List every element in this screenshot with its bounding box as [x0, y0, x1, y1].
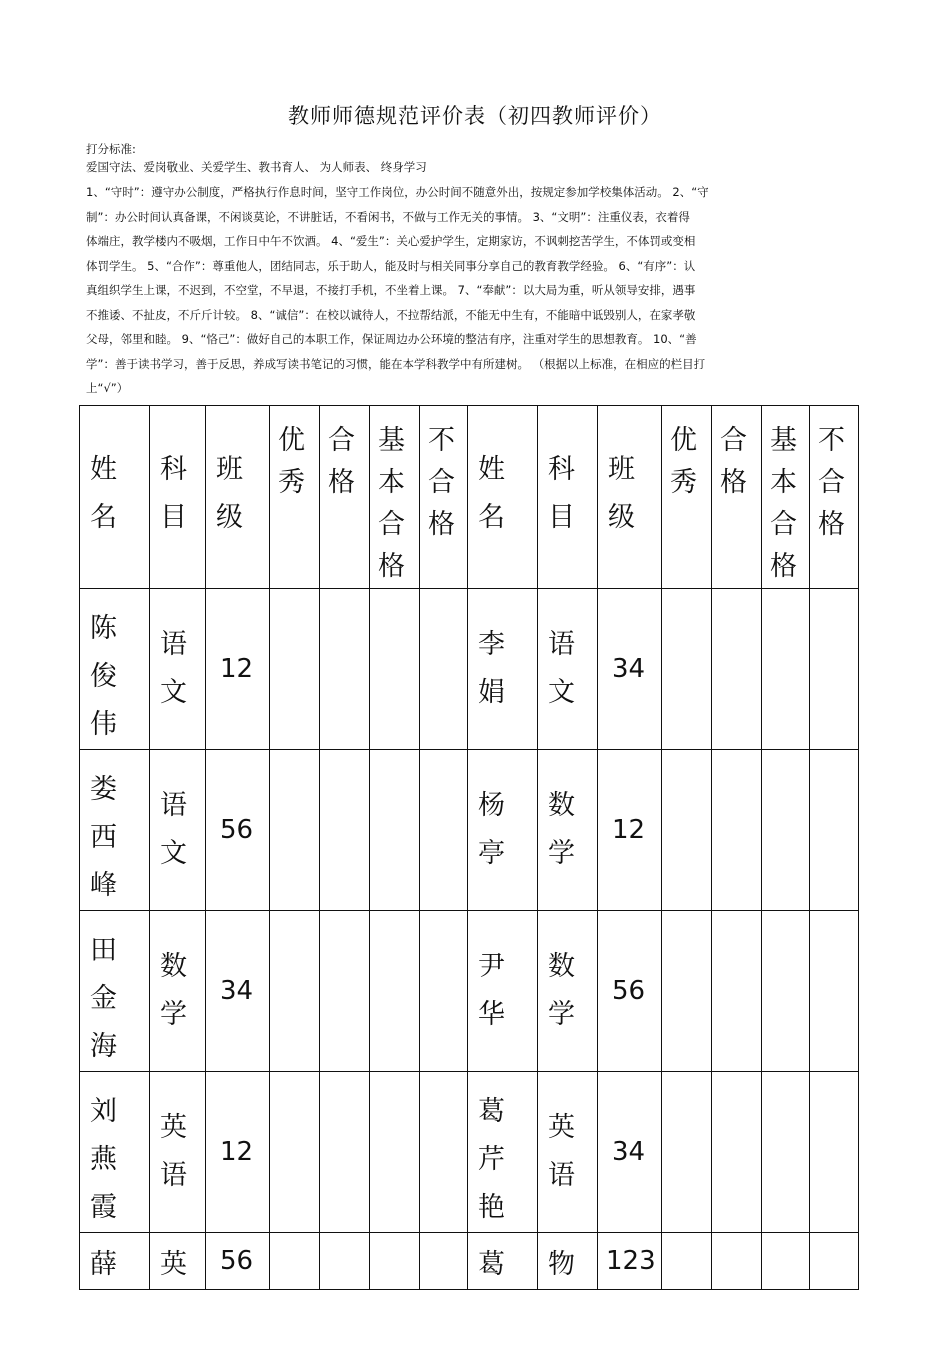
criteria-line: 制”：办公时间认真备课，不闲谈莫论，不讲脏话，不看闲书，不做与工作无关的事情。 3、“文明”：注重仪表，衣着得 — [86, 209, 690, 224]
header-pass: 合格 — [712, 406, 762, 589]
criteria-line: 上“√”） — [86, 381, 129, 395]
subject-cell: 语文 — [150, 750, 206, 911]
class-cell: 34 — [206, 911, 270, 1072]
rating-basic-pass-cell[interactable] — [370, 911, 420, 1072]
rating-excellent-cell[interactable] — [662, 911, 712, 1072]
subject-cell: 语文 — [538, 589, 598, 750]
criteria-line: 1、“守时”：遵守办公制度，严格执行作息时间，坚守工作岗位，办公时间不随意外出，按规定参加学校集体活动。 2、“守 — [86, 185, 709, 199]
rating-pass-cell[interactable] — [712, 911, 762, 1072]
class-cell: 56 — [598, 911, 662, 1072]
table-row — [80, 1072, 859, 1233]
header-class: 班级 — [598, 406, 662, 589]
subject-cell: 语文 — [150, 589, 206, 750]
criteria-line: 学”：善于读书学习，善于反思，养成写读书笔记的习惯，能在本学科教学中有所建树。 （根据以上标准，在相应的栏目打 — [86, 356, 706, 371]
rating-fail-cell[interactable] — [810, 1233, 859, 1290]
rating-fail-cell[interactable] — [810, 911, 859, 1072]
class-cell: 34 — [598, 589, 662, 750]
criteria-line: 不推诿、不扯皮，不斤斤计较。 8、“诚信”：在校以诚待人，不拉帮结派，不能无中生有，不能暗中诋毁别人，在家孝敬 — [86, 307, 696, 322]
header-row — [80, 406, 859, 589]
rating-pass-cell[interactable] — [712, 1233, 762, 1290]
table-row — [80, 750, 859, 911]
rating-basic-pass-cell[interactable] — [370, 1233, 420, 1290]
header-basic-pass: 基本合格 — [762, 406, 810, 589]
criteria-line: 父母，邻里和睦。 9、“恪己”：做好自己的本职工作，保证周边办公环境的整洁有序，注重对学生的思想教育。 10、“善 — [86, 332, 697, 346]
criteria-line: 真组织学生上课，不迟到，不空堂，不早退，不接打手机，不坐着上课。 7、“奉献”：以大局为重，听从领导安排，遇事 — [86, 283, 696, 297]
rating-pass-cell[interactable] — [320, 750, 370, 911]
criteria-line: 爱国守法、爱岗敬业、关爱学生、教书育人、 为人师表、 终身学习 — [86, 160, 427, 174]
rating-pass-cell[interactable] — [712, 1072, 762, 1233]
teacher-name-cell: 薛 — [80, 1233, 150, 1290]
header-excellent: 优秀 — [270, 406, 320, 589]
rating-basic-pass-cell[interactable] — [762, 750, 810, 911]
rating-excellent-cell[interactable] — [270, 1233, 320, 1290]
rating-fail-cell[interactable] — [810, 1072, 859, 1233]
rating-fail-cell[interactable] — [420, 1233, 468, 1290]
page-title: 教师师德规范评价表（初四教师评价） — [288, 104, 662, 128]
table-row — [80, 911, 859, 1072]
header-basic-pass: 基本合格 — [370, 406, 420, 589]
subject-cell: 英 — [150, 1233, 206, 1290]
table-row — [80, 589, 859, 750]
rating-pass-cell[interactable] — [712, 589, 762, 750]
rating-pass-cell[interactable] — [320, 589, 370, 750]
rating-excellent-cell[interactable] — [662, 1233, 712, 1290]
rating-excellent-cell[interactable] — [662, 589, 712, 750]
class-cell: 123 — [598, 1233, 662, 1290]
subject-cell: 数学 — [538, 911, 598, 1072]
rating-fail-cell[interactable] — [810, 750, 859, 911]
rating-fail-cell[interactable] — [420, 1072, 468, 1233]
teacher-name-cell: 李娟 — [468, 589, 538, 750]
header-fail: 不合格 — [420, 406, 468, 589]
class-cell: 12 — [206, 589, 270, 750]
subject-cell: 数学 — [150, 911, 206, 1072]
class-cell: 34 — [598, 1072, 662, 1233]
class-cell: 12 — [206, 1072, 270, 1233]
rating-fail-cell[interactable] — [810, 589, 859, 750]
teacher-name-cell: 葛 — [468, 1233, 538, 1290]
class-cell: 12 — [598, 750, 662, 911]
teacher-name-cell: 陈俊伟 — [80, 589, 150, 750]
subject-cell: 英语 — [538, 1072, 598, 1233]
rating-basic-pass-cell[interactable] — [370, 1072, 420, 1233]
rating-fail-cell[interactable] — [420, 750, 468, 911]
teacher-name-cell: 刘燕霞 — [80, 1072, 150, 1233]
header-fail: 不合格 — [810, 406, 859, 589]
rating-excellent-cell[interactable] — [270, 750, 320, 911]
rating-basic-pass-cell[interactable] — [762, 1072, 810, 1233]
rating-fail-cell[interactable] — [420, 911, 468, 1072]
subject-cell: 物 — [538, 1233, 598, 1290]
criteria-line: 体罚学生。 5、“合作”：尊重他人，团结同志，乐于助人，能及时与相关同事分享自己的教育教学经验。 6、“有序”：认 — [86, 258, 696, 273]
header-excellent: 优秀 — [662, 406, 712, 589]
rating-basic-pass-cell[interactable] — [370, 589, 420, 750]
subject-cell: 英语 — [150, 1072, 206, 1233]
header-name: 姓名 — [468, 406, 538, 589]
rating-excellent-cell[interactable] — [270, 589, 320, 750]
criteria-heading: 打分标准: — [86, 142, 136, 156]
rating-basic-pass-cell[interactable] — [762, 589, 810, 750]
class-cell: 56 — [206, 750, 270, 911]
criteria-line: 体端庄，教学楼内不吸烟，工作日中午不饮酒。 4、“爱生”：关心爱护学生，定期家访，不讽刺挖苦学生，不体罚或变相 — [86, 234, 696, 248]
teacher-name-cell: 娄西峰 — [80, 750, 150, 911]
teacher-name-cell: 杨亭 — [468, 750, 538, 911]
rating-basic-pass-cell[interactable] — [762, 911, 810, 1072]
rating-pass-cell[interactable] — [320, 911, 370, 1072]
header-class: 班级 — [206, 406, 270, 589]
rating-excellent-cell[interactable] — [662, 1072, 712, 1233]
rating-fail-cell[interactable] — [420, 589, 468, 750]
rating-pass-cell[interactable] — [320, 1233, 370, 1290]
subject-cell: 数学 — [538, 750, 598, 911]
header-subject: 科目 — [150, 406, 206, 589]
evaluation-table — [79, 405, 859, 1290]
rating-pass-cell[interactable] — [712, 750, 762, 911]
teacher-name-cell: 葛芹艳 — [468, 1072, 538, 1233]
header-name: 姓名 — [80, 406, 150, 589]
teacher-name-cell: 尹华 — [468, 911, 538, 1072]
header-subject: 科目 — [538, 406, 598, 589]
rating-excellent-cell[interactable] — [270, 911, 320, 1072]
table-row — [80, 1233, 859, 1290]
rating-pass-cell[interactable] — [320, 1072, 370, 1233]
rating-basic-pass-cell[interactable] — [370, 750, 420, 911]
class-cell: 56 — [206, 1233, 270, 1290]
rating-basic-pass-cell[interactable] — [762, 1233, 810, 1290]
scoring-criteria — [86, 140, 862, 401]
rating-excellent-cell[interactable] — [270, 1072, 320, 1233]
teacher-name-cell: 田金海 — [80, 911, 150, 1072]
rating-excellent-cell[interactable] — [662, 750, 712, 911]
header-pass: 合格 — [320, 406, 370, 589]
